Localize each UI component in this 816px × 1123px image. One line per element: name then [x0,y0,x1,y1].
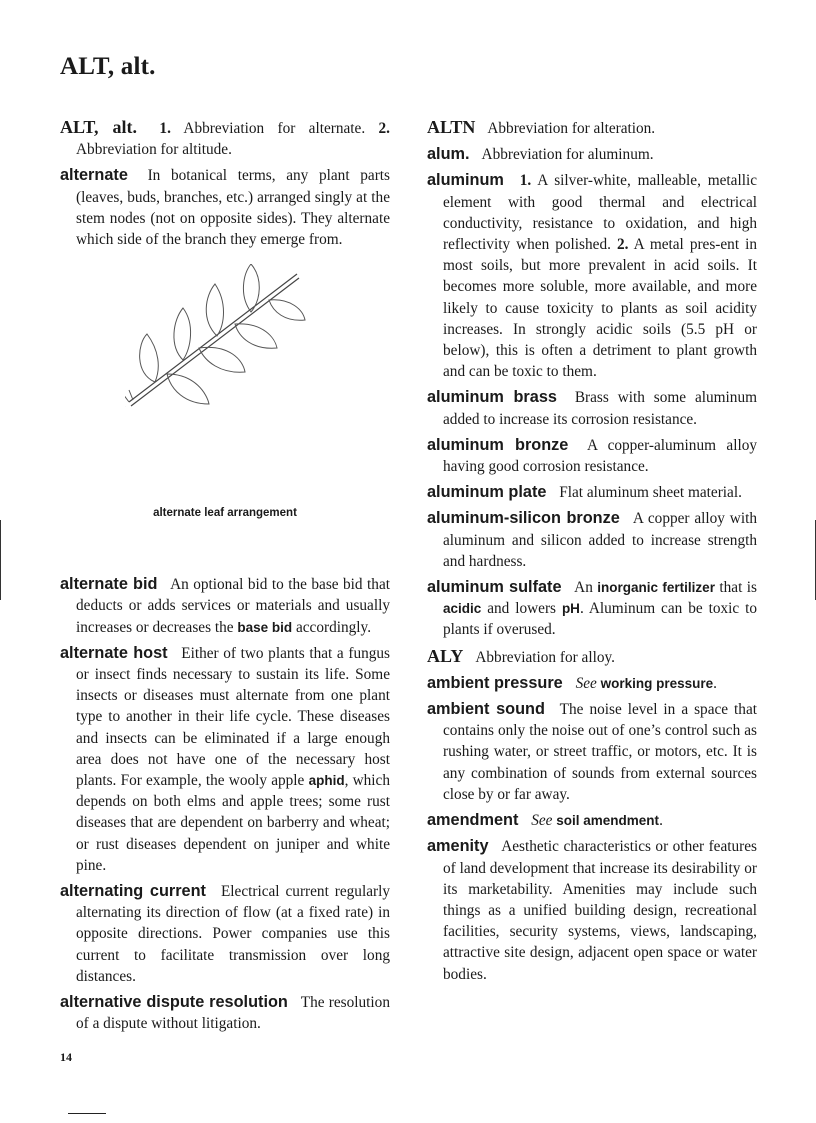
entry-aluminum-silicon-bronze: aluminum-silicon bronze A copper alloy with aluminum and silicon added to increase strength and hardness. [427,509,757,570]
entry-ambient-pressure: ambient pressure See working pressure. [427,673,717,692]
entry-aluminum-bronze: aluminum bronze A copper-aluminum alloy having good corrosion resistance. [427,435,757,476]
entry-alternate-bid: alternate bid An optional bid to the base bid that deducts or adds services or materials and usually increases or decreases the base bid accordingly. [60,575,390,636]
headword: ALY [427,645,464,666]
entry-aluminum: aluminum 1. A silver-white, malleable, metallic element with good thermal and electrical conductivity, resistance to oxidation, and high reflectivity when polished. 2. A metal pres-ent in most soils, but more prevalent in acid soils. It becomes more soluble, more available, and more likely to cause toxicity to plants as soil acidity increases. In strongly acidic soils (5.5 pH or below), this is often a detriment to plant growth and can be toxic to them. [427,171,757,381]
cross-reference: inorganic fertilizer [597,580,715,596]
leaf-figure [60,264,390,546]
headword: ALTN [427,117,476,137]
headword: ambient pressure [427,673,563,692]
entry-amendment: amendment See soil amendment. [427,811,663,830]
entry-aluminum-plate: aluminum plate Flat aluminum sheet material. [427,483,742,502]
headword: alternating current [60,882,206,901]
entry-amenity: amenity Aesthetic characteristics or other features of land development that increase its desirability or its marketability. Amenities may include such things as a unified building design, recreational facilities, security systems, views, landscaping, attractive site design, adjacent open space or water bodies. [427,837,758,983]
alternate-leaf-illustration [125,264,325,504]
headword: alternative dispute resolution [60,993,288,1012]
headword: aluminum brass [427,388,557,407]
entry-alternate-host: alternate host Either of two plants that a fungus or insect finds necessary to sustain its life. Some insects or diseases must alternate from one plant type to another in their life cycle. These diseases and insects can be eliminated if a large enough area does not have one of the necessary host plants. For example, the wooly apple aphid, which depends on both elms and apple trees; some rust diseases that are dependent on barberry and wheat; or rust diseases dependent on juniper and white pine. [60,643,390,874]
headword: aluminum sulfate [427,578,562,597]
headword: alternate [60,166,128,185]
entry-aly: ALY Abbreviation for alloy. [427,645,615,666]
entry-altn: ALTN Abbreviation for alteration. [427,117,656,137]
figure-caption: alternate leaf arrangement [153,507,297,520]
headword: aluminum bronze [427,435,569,454]
cross-reference: working pressure [600,675,714,691]
headword: aluminum plate [427,483,547,502]
headword: alternate host [60,643,168,662]
cross-reference: pH [561,601,580,617]
entry-alternating-current: alternating current Electrical current regularly alternating its direction of flow (at a fixed rate) in opposite directions. Power companies use this current to facilitate transmission over long distances. [60,882,390,985]
headword: ALT, alt. [60,117,138,137]
cross-reference: aphid [308,773,345,789]
footer-rule [68,1113,106,1114]
headword: ambient sound [427,700,545,719]
cross-reference: acidic [443,601,482,617]
cross-reference: soil amendment [556,813,660,829]
entry-alternative-dispute-resolution: alternative dispute resolution The resolution of a dispute without litigation. [60,993,390,1033]
left-column [60,117,390,1039]
headword: alternate bid [60,575,158,594]
entry-aluminum-brass: aluminum brass Brass with some aluminum added to increase its corrosion resistance. [427,388,757,428]
cross-reference: base bid [237,619,293,635]
headword: amenity [427,837,489,856]
entry-ambient-sound: ambient sound The noise level in a space that contains only the noise out of one’s control such as rushing water, or street traffic, or motors, etc. It is any combination of sounds from external sources close by or far away. [427,700,757,803]
right-column [427,117,757,990]
headword: aluminum-silicon bronze [427,509,620,528]
headword: aluminum [427,171,504,190]
left-edge-mark [0,520,1,600]
headword: amendment [427,811,519,830]
page-header-title: ALT, alt. [60,53,156,80]
entry-aluminum-sulfate: aluminum sulfate An inorganic fertilizer that is acidic and lowers pH. Aluminum can be toxic to plants if overused. [427,578,757,639]
page-number: 14 [60,1050,72,1064]
entry-alternate: alternate In botanical terms, any plant parts (leaves, buds, branches, etc.) arranged singly at the stem nodes (not on opposite sides). They alternate which side of the branch they emerge from. [60,166,390,249]
entry-alt: ALT, alt. 1. Abbreviation for alternate. 2. Abbreviation for altitude. [60,117,390,159]
headword: alum. [427,145,470,164]
entry-alum: alum. Abbreviation for aluminum. [427,145,654,164]
